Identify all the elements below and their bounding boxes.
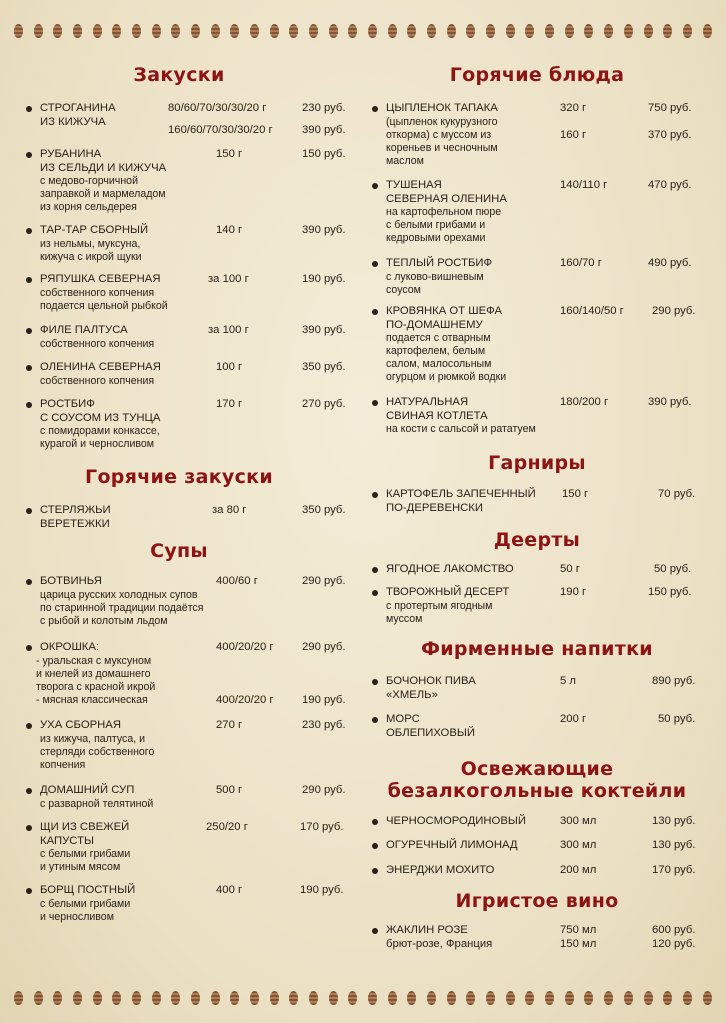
pinecone-ornament-icon: [309, 24, 318, 38]
pinecone-ornament-icon: [112, 24, 121, 38]
pinecone-ornament-icon: [171, 991, 180, 1005]
section-title-garnish: Гарниры: [488, 452, 586, 474]
item-price: 470 руб.: [648, 179, 692, 191]
item-name: МОРС ОБЛЕПИХОВЫЙ: [386, 713, 475, 739]
item-description: на кости с сальсой и рататуем: [386, 423, 536, 435]
pinecone-ornament-icon: [53, 24, 62, 38]
top-ornament-border: [14, 20, 712, 42]
pinecone-ornament-icon: [388, 24, 397, 38]
item-price: 390 руб.: [302, 324, 346, 336]
pinecone-ornament-icon: [250, 24, 259, 38]
section-title-signature-drinks: Фирменные напитки: [421, 638, 653, 660]
pinecone-ornament-icon: [230, 991, 239, 1005]
item-name: БОЧОНОК ПИВА «ХМЕЛЬ»: [386, 675, 476, 701]
item-weight: 400/20/20 г: [216, 694, 274, 706]
item-weight: 270 г: [216, 719, 243, 731]
item-weight: 750 мл: [560, 924, 597, 936]
menu-item: [370, 563, 704, 579]
item-weight: 190 г: [560, 586, 587, 598]
pinecone-ornament-icon: [624, 991, 633, 1005]
menu-item: [24, 324, 360, 354]
bullet-icon: [26, 365, 32, 371]
pinecone-ornament-icon: [348, 991, 357, 1005]
item-price: 350 руб.: [302, 361, 346, 373]
pinecone-ornament-icon: [34, 991, 43, 1005]
pinecone-ornament-icon: [407, 24, 416, 38]
item-price: 170 руб.: [652, 864, 696, 876]
menu-item: [24, 398, 360, 454]
pinecone-ornament-icon: [703, 991, 712, 1005]
item-price: 390 руб.: [302, 224, 346, 236]
bullet-icon: [26, 402, 32, 408]
item-price: 750 руб.: [648, 102, 692, 114]
item-name: СТЕРЛЯЖЬИ ВЕРЕТЕЖКИ: [40, 504, 111, 530]
pinecone-ornament-icon: [329, 991, 338, 1005]
item-price: 70 руб.: [658, 488, 696, 500]
bullet-icon: [372, 819, 378, 825]
item-weight: 200 мл: [560, 864, 597, 876]
item-weight: 400/60 г: [216, 575, 258, 587]
item-price: 350 руб.: [302, 504, 346, 516]
bullet-icon: [372, 928, 378, 934]
menu-item: [24, 224, 360, 266]
pinecone-ornament-icon: [407, 991, 416, 1005]
item-price: 150 руб.: [302, 148, 346, 160]
pinecone-ornament-icon: [644, 991, 653, 1005]
item-name: ОГУРЕЧНЫЙ ЛИМОНАД: [386, 839, 518, 851]
pinecone-ornament-icon: [14, 991, 23, 1005]
item-price: 490 руб.: [648, 257, 692, 269]
item-name: ДОМАШНИЙ СУП: [40, 784, 135, 796]
item-weight: 150 г: [216, 148, 243, 160]
menu-item: [370, 864, 704, 880]
item-description: из кижуча, палтуса, и стерляди собственного копчения: [40, 733, 155, 771]
pinecone-ornament-icon: [289, 24, 298, 38]
menu-item: [24, 719, 360, 775]
item-price: 190 руб.: [300, 884, 344, 896]
item-name: ТЕПЛЫЙ РОСТБИФ: [386, 257, 493, 269]
bullet-icon: [372, 183, 378, 189]
item-description: брют-розе, Франция: [386, 938, 493, 950]
item-price: 270 руб.: [302, 398, 346, 410]
pinecone-ornament-icon: [112, 991, 121, 1005]
section-title-cocktails-line1: Освежающие: [460, 758, 614, 780]
pinecone-ornament-icon: [171, 24, 180, 38]
pinecone-ornament-icon: [486, 991, 495, 1005]
pinecone-ornament-icon: [545, 991, 554, 1005]
pinecone-ornament-icon: [191, 991, 200, 1005]
menu-item: [370, 305, 704, 389]
pinecone-ornament-icon: [348, 24, 357, 38]
bullet-icon: [26, 579, 32, 585]
item-weight: 160/140/50 г: [560, 305, 624, 317]
item-price: 370 руб.: [648, 129, 692, 141]
item-price: 290 руб.: [302, 784, 346, 796]
pinecone-ornament-icon: [53, 991, 62, 1005]
item-description: подается с отварным картофелем, белым салом, малосольным огурцом и рюмкой водки: [386, 332, 507, 383]
item-price: 390 руб.: [648, 396, 692, 408]
item-name: ФИЛЕ ПАЛТУСА: [40, 324, 128, 336]
item-weight: за 100 г: [208, 273, 249, 285]
bullet-icon: [26, 328, 32, 334]
pinecone-ornament-icon: [230, 24, 239, 38]
pinecone-ornament-icon: [93, 991, 102, 1005]
bullet-icon: [372, 567, 378, 573]
bullet-icon: [26, 508, 32, 514]
item-name: ТВОРОЖНЫЙ ДЕСЕРТ: [386, 586, 510, 598]
pinecone-ornament-icon: [447, 24, 456, 38]
pinecone-ornament-icon: [270, 991, 279, 1005]
pinecone-ornament-icon: [506, 24, 515, 38]
item-weight: 320 г: [560, 102, 587, 114]
menu-item: [24, 784, 360, 814]
menu-item: [370, 839, 704, 855]
pinecone-ornament-icon: [624, 24, 633, 38]
item-name: НАТУРАЛЬНАЯ СВИНАЯ КОТЛЕТА: [386, 396, 488, 422]
item-name: ЦЫПЛЕНОК ТАПАКА: [386, 102, 498, 114]
section-title-sparkling: Игристое вино: [455, 890, 619, 912]
pinecone-ornament-icon: [191, 24, 200, 38]
item-price: 130 руб.: [652, 839, 696, 851]
pinecone-ornament-icon: [368, 991, 377, 1005]
item-price: 190 руб.: [302, 694, 346, 706]
item-description: с медово-горчичной заправкой и мармеладом из корня сельдерея: [40, 175, 166, 213]
section-title-hot-dishes: Горячие блюда: [449, 64, 625, 86]
bullet-icon: [26, 277, 32, 283]
item-weight: 140/110 г: [560, 179, 608, 191]
item-name: БОРЩ ПОСТНЫЙ: [40, 884, 136, 896]
pinecone-ornament-icon: [683, 991, 692, 1005]
pinecone-ornament-icon: [604, 24, 613, 38]
pinecone-ornament-icon: [34, 24, 43, 38]
item-description: собственного копчения: [40, 338, 155, 350]
bullet-icon: [26, 228, 32, 234]
item-description: из нельмы, муксуна, кижуча с икрой щуки: [40, 238, 142, 263]
bullet-icon: [372, 717, 378, 723]
pinecone-ornament-icon: [132, 991, 141, 1005]
pinecone-ornament-icon: [270, 24, 279, 38]
item-description: с помидорами конкассе, курагой и черносливом: [40, 425, 160, 450]
item-description: собственного копчения подается цельной рыбкой: [40, 287, 168, 312]
item-weight: 500 г: [216, 784, 243, 796]
item-name: ЧЕРНОСМОРОДИНОВЫЙ: [386, 815, 526, 827]
item-price: 50 руб.: [654, 563, 692, 575]
item-weight: 170 г: [216, 398, 243, 410]
item-description: с разварной телятиной: [40, 798, 154, 810]
bullet-icon: [26, 645, 32, 651]
pinecone-ornament-icon: [152, 991, 161, 1005]
bullet-icon: [372, 590, 378, 596]
pinecone-ornament-icon: [683, 24, 692, 38]
pinecone-ornament-icon: [73, 991, 82, 1005]
item-name: РЯПУШКА СЕВЕРНАЯ: [40, 273, 161, 285]
item-weight: 160 г: [560, 129, 587, 141]
pinecone-ornament-icon: [427, 24, 436, 38]
menu-item: [370, 586, 704, 628]
menu-item: [24, 148, 360, 218]
pinecone-ornament-icon: [329, 24, 338, 38]
item-name: УХА СБОРНАЯ: [40, 719, 122, 731]
item-weight: 5 л: [560, 675, 577, 687]
item-name: КРОВЯНКА ОТ ШЕФА ПО-ДОМАШНЕМУ: [386, 305, 502, 331]
bullet-icon: [372, 400, 378, 406]
section-title-desserts: Деерты: [493, 529, 581, 551]
item-price: 890 руб.: [652, 675, 696, 687]
item-description: с белыми грибами и утиным мясом: [40, 848, 131, 873]
menu-item: [370, 257, 704, 299]
pinecone-ornament-icon: [644, 24, 653, 38]
pinecone-ornament-icon: [93, 24, 102, 38]
item-name: СТРОГАНИНА ИЗ КИЖУЧА: [40, 102, 116, 128]
item-weight: 160/70 г: [560, 257, 602, 269]
pinecone-ornament-icon: [663, 991, 672, 1005]
item-description: - уральская с муксуном и кнелей из домашнего творога с красной икрой - мясная классическая: [36, 655, 156, 706]
bullet-icon: [26, 825, 32, 831]
item-price: 290 руб.: [302, 641, 346, 653]
pinecone-ornament-icon: [250, 991, 259, 1005]
bullet-icon: [372, 843, 378, 849]
menu-item: [370, 675, 704, 705]
item-description: с луково-вишневым соусом: [386, 271, 484, 296]
pinecone-ornament-icon: [289, 991, 298, 1005]
section-title-zakuski: Закуски: [133, 64, 225, 86]
bullet-icon: [372, 106, 378, 112]
menu-item: [370, 924, 704, 954]
pinecone-ornament-icon: [14, 24, 23, 38]
item-price: 50 руб.: [658, 713, 696, 725]
pinecone-ornament-icon: [466, 24, 475, 38]
item-name: РУБАНИНА ИЗ СЕЛЬДИ И КИЖУЧА: [40, 148, 167, 174]
item-name: БОТВИНЬЯ: [40, 575, 102, 587]
pinecone-ornament-icon: [368, 24, 377, 38]
pinecone-ornament-icon: [466, 991, 475, 1005]
pinecone-ornament-icon: [309, 991, 318, 1005]
item-weight: 300 мл: [560, 815, 597, 827]
item-description: (цыпленок кукурузного откорма) с муссом из кореньев и чесночным маслом: [386, 116, 498, 167]
menu-item: [370, 102, 704, 172]
pinecone-ornament-icon: [604, 991, 613, 1005]
item-weight: 250/20 г: [206, 821, 248, 833]
menu-item: [24, 575, 360, 631]
menu-item: [370, 713, 704, 743]
item-weight: 300 мл: [560, 839, 597, 851]
item-weight: 160/60/70/30/30/20 г: [168, 124, 273, 136]
bullet-icon: [372, 309, 378, 315]
item-weight: за 80 г: [212, 504, 247, 516]
item-price: 120 руб.: [652, 938, 696, 950]
item-price: 390 руб.: [302, 124, 346, 136]
pinecone-ornament-icon: [525, 991, 534, 1005]
item-name: ТАР-ТАР СБОРНЫЙ: [40, 224, 149, 236]
pinecone-ornament-icon: [152, 24, 161, 38]
section-title-hot-starters: Горячие закуски: [85, 466, 273, 488]
item-price: 150 руб.: [648, 586, 692, 598]
menu-item: [24, 361, 360, 391]
pinecone-ornament-icon: [525, 24, 534, 38]
item-price: 290 руб.: [652, 305, 696, 317]
item-weight: 400/20/20 г: [216, 641, 274, 653]
pinecone-ornament-icon: [132, 24, 141, 38]
item-name: ОКРОШКА:: [40, 641, 100, 653]
item-price: 600 руб.: [652, 924, 696, 936]
item-price: 170 руб.: [300, 821, 344, 833]
bullet-icon: [26, 106, 32, 112]
pinecone-ornament-icon: [447, 991, 456, 1005]
pinecone-ornament-icon: [211, 24, 220, 38]
menu-item: [24, 821, 360, 877]
menu-item: [370, 179, 704, 249]
bullet-icon: [372, 868, 378, 874]
menu-item: [370, 488, 704, 518]
item-description: царица русских холодных супов по старинной традиции подаётся с рыбой и колотым льдом: [40, 589, 204, 627]
menu-item: [24, 102, 360, 142]
item-description: с протертым ягодным муссом: [386, 600, 493, 625]
pinecone-ornament-icon: [388, 991, 397, 1005]
menu-item: [24, 504, 360, 534]
bullet-icon: [372, 261, 378, 267]
item-price: 130 руб.: [652, 815, 696, 827]
bullet-icon: [372, 492, 378, 498]
item-name: ОЛЕНИНА СЕВЕРНАЯ: [40, 361, 161, 373]
item-name: РОСТБИФ С СОУСОМ ИЗ ТУНЦА: [40, 398, 161, 424]
pinecone-ornament-icon: [565, 991, 574, 1005]
menu-item: [24, 641, 360, 709]
item-name: ЩИ ИЗ СВЕЖЕЙ КАПУСТЫ: [40, 821, 130, 847]
pinecone-ornament-icon: [663, 24, 672, 38]
pinecone-ornament-icon: [506, 991, 515, 1005]
bottom-ornament-border: [14, 987, 712, 1009]
pinecone-ornament-icon: [565, 24, 574, 38]
item-weight: 140 г: [216, 224, 243, 236]
bullet-icon: [26, 788, 32, 794]
bullet-icon: [372, 679, 378, 685]
item-weight: за 100 г: [208, 324, 249, 336]
pinecone-ornament-icon: [584, 991, 593, 1005]
item-price: 190 руб.: [302, 273, 346, 285]
item-weight: 100 г: [216, 361, 243, 373]
bullet-icon: [26, 152, 32, 158]
item-name: ЭНЕРДЖИ МОХИТО: [386, 864, 495, 876]
pinecone-ornament-icon: [545, 24, 554, 38]
section-title-cocktails-line2: безалкогольные коктейли: [387, 780, 687, 802]
section-title-soups: Супы: [150, 540, 208, 562]
item-price: 230 руб.: [302, 102, 346, 114]
item-description: с белыми грибами и черносливом: [40, 898, 131, 923]
pinecone-ornament-icon: [427, 991, 436, 1005]
menu-item: [370, 396, 704, 440]
pinecone-ornament-icon: [584, 24, 593, 38]
item-name: КАРТОФЕЛЬ ЗАПЕЧЕННЫЙ ПО-ДЕРЕВЕНСКИ: [386, 488, 536, 514]
item-description: собственного копчения: [40, 375, 155, 387]
item-name: ЖАКЛИН РОЗЕ: [386, 924, 468, 936]
menu-item: [24, 273, 360, 315]
item-name: ТУШЕНАЯ СЕВЕРНАЯ ОЛЕНИНА: [386, 179, 507, 205]
pinecone-ornament-icon: [486, 24, 495, 38]
item-weight: 150 мл: [560, 938, 597, 950]
pinecone-ornament-icon: [73, 24, 82, 38]
item-description: на картофельном пюре с белыми грибами и кедровыми орехами: [386, 206, 502, 244]
menu-item: [370, 815, 704, 831]
bullet-icon: [26, 723, 32, 729]
pinecone-ornament-icon: [703, 24, 712, 38]
item-weight: 50 г: [560, 563, 580, 575]
pinecone-ornament-icon: [211, 991, 220, 1005]
bullet-icon: [26, 888, 32, 894]
item-weight: 150 г: [562, 488, 589, 500]
item-weight: 400 г: [216, 884, 243, 896]
item-price: 230 руб.: [302, 719, 346, 731]
menu-item: [24, 884, 360, 926]
item-name: ЯГОДНОЕ ЛАКОМСТВО: [386, 563, 514, 575]
item-weight: 200 г: [560, 713, 587, 725]
item-weight: 80/60/70/30/30/20 г: [168, 102, 267, 114]
item-price: 290 руб.: [302, 575, 346, 587]
item-weight: 180/200 г: [560, 396, 609, 408]
